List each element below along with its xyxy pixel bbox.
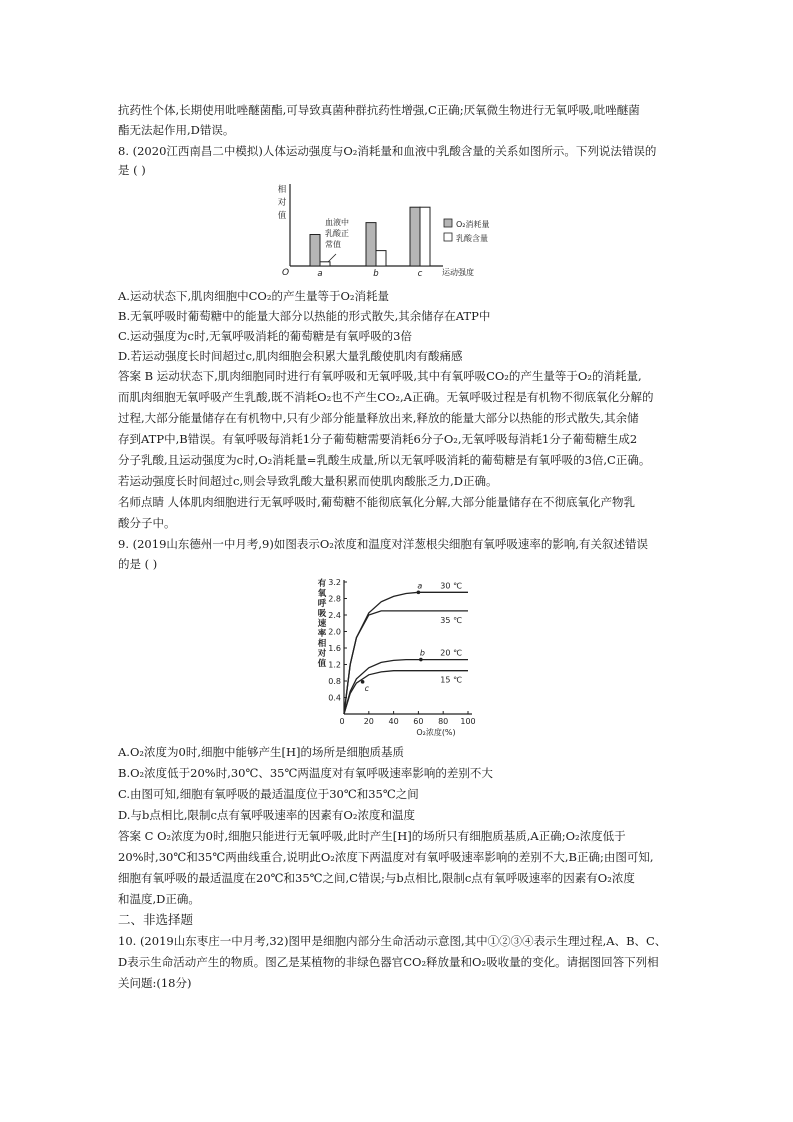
legend-swatch bbox=[444, 219, 452, 227]
teacher-note: 酸分子中。 bbox=[118, 516, 176, 530]
option-d: D.若运动强度长时间超过c,肌肉细胞会积累大量乳酸使肌肉有酸痛感 bbox=[118, 349, 463, 363]
annotation-text: 常值 bbox=[325, 240, 341, 249]
answer-line: 细胞有氧呼吸的最适温度在20℃和35℃之间,C错误;与b点相比,限制c点有氧呼吸速率的因素有O₂浓度 bbox=[118, 871, 635, 885]
point-label: a bbox=[417, 581, 423, 591]
x-tick-label: 20 bbox=[363, 717, 374, 726]
answer-line: 和温度,D正确。 bbox=[118, 892, 200, 906]
paragraph-line: 酯无法起作用,D错误。 bbox=[118, 123, 235, 137]
answer-line: 答案 C O₂浓度为0时,细胞只能进行无氧呼吸,此时产生[H]的场所只有细胞质基质,A正确;O₂浓度低于 bbox=[118, 829, 626, 843]
answer-line: 存到ATP中,B错误。有氧呼吸每消耗1分子葡萄糖需要消耗6分子O₂,无氧呼吸每消耗1分子葡萄糖生成2 bbox=[118, 432, 638, 446]
y-axis-label-char: 呼 bbox=[317, 599, 327, 609]
section-heading: 二、非选择题 bbox=[118, 912, 194, 927]
x-axis-label: 运动强度 bbox=[442, 268, 474, 277]
y-tick-label: 1.6 bbox=[328, 644, 341, 653]
x-tick-label: 40 bbox=[388, 717, 399, 726]
annotation-pointer bbox=[328, 254, 336, 262]
series-label: 15 ℃ bbox=[440, 675, 462, 685]
bar-a-o2 bbox=[310, 235, 320, 267]
y-tick-label: 0.8 bbox=[328, 677, 341, 686]
question-10-stem: D表示生命活动产生的物质。图乙是某植物的非绿色器官CO₂释放量和O₂吸收量的变化。请据图回答下列相 bbox=[118, 955, 659, 969]
bar-b-o2 bbox=[366, 223, 376, 266]
y-axis-label: 相 bbox=[277, 185, 287, 195]
teacher-note: 名师点睛 人体肌肉细胞进行无氧呼吸时,葡萄糖不能彻底氧化分解,大部分能量储存在不彻底氧化产物乳 bbox=[118, 495, 635, 509]
answer-line: 答案 B 运动状态下,肌肉细胞同时进行有氧呼吸和无氧呼吸,其中有氧呼吸CO₂的产生量等于O₂的消耗量, bbox=[118, 369, 642, 383]
annotation-text: 血液中 bbox=[325, 218, 349, 227]
x-axis-label: O₂浓度(%) bbox=[416, 728, 456, 737]
bar-c-lactate bbox=[420, 207, 430, 266]
series-line bbox=[344, 660, 468, 714]
answer-line: 若运动强度长时间超过c,则会导致乳酸大量积累而使肌肉酸胀乏力,D正确。 bbox=[118, 474, 498, 488]
point-label: b bbox=[419, 648, 425, 658]
series-line bbox=[344, 611, 468, 714]
x-tick-label: a bbox=[317, 269, 323, 279]
series-label: 35 ℃ bbox=[440, 615, 462, 625]
y-axis-label-char: 对 bbox=[317, 649, 327, 659]
y-axis-label-char: 速 bbox=[317, 619, 327, 629]
point-b bbox=[419, 658, 423, 662]
question-10-stem: 关问题:(18分) bbox=[118, 976, 192, 990]
y-axis-label: 值 bbox=[277, 211, 287, 221]
option-b: B.无氧呼吸时葡萄糖中的能量大部分以热能的形式散失,其余储存在ATP中 bbox=[118, 309, 491, 323]
y-axis-label-char: 相 bbox=[317, 639, 327, 649]
legend-swatch bbox=[444, 233, 452, 241]
legend-label: O₂消耗量 bbox=[456, 220, 490, 229]
paragraph-line: 抗药性个体,长期使用吡唑醚菌酯,可导致真菌种群抗药性增强,C正确;厌氧微生物进行无氧呼吸,吡唑醚菌 bbox=[118, 103, 640, 117]
answer-line: 20%时,30℃和35℃两曲线重合,说明此O₂浓度下两温度对有氧呼吸速率影响的差别不大,B正确;由图可知, bbox=[118, 850, 654, 864]
question-9-stem: 9. (2019山东德州一中月考,9)如图表示O₂浓度和温度对洋葱根尖细胞有氧呼吸速率的影响,有关叙述错误 bbox=[118, 537, 649, 551]
y-axis-label-char: 氧 bbox=[317, 589, 327, 599]
y-axis-label-char: 值 bbox=[317, 659, 327, 669]
answer-line: 分子乳酸,且运动强度为c时,O₂消耗量=乳酸生成量,所以无氧呼吸消耗的葡萄糖是有氧呼吸的3倍,C正确。 bbox=[118, 453, 651, 467]
bar-c-o2 bbox=[410, 207, 420, 266]
bar-a-lactate bbox=[320, 262, 330, 266]
option-a: A.O₂浓度为0时,细胞中能够产生[H]的场所是细胞质基质 bbox=[118, 745, 404, 759]
y-tick-label: 3.2 bbox=[328, 578, 341, 587]
y-tick-label: 1.2 bbox=[328, 660, 341, 670]
answer-line: 而肌肉细胞无氧呼吸产生乳酸,既不消耗O₂也不产生CO₂,A正确。无氧呼吸过程是有机物不彻底氧化分解的 bbox=[118, 390, 654, 404]
chart-o2-respiration bbox=[300, 572, 490, 738]
origin-label: O bbox=[282, 268, 290, 278]
series-label: 30 ℃ bbox=[440, 581, 462, 591]
question-9-stem: 的是 ( ) bbox=[118, 557, 158, 571]
bar-b-lactate bbox=[376, 251, 386, 266]
annotation-text: 乳酸正 bbox=[325, 229, 349, 238]
answer-line: 过程,大部分能量储存在有机物中,只有少部分能量释放出来,释放的能量大部分以热能的形式散失,其余储 bbox=[118, 411, 639, 425]
question-10-stem: 10. (2019山东枣庄一中月考,32)图甲是细胞内部分生命活动示意图,其中①②③④表示生理过程,A、B、C、 bbox=[118, 934, 667, 948]
y-axis-label-char: 吸 bbox=[317, 609, 327, 619]
y-axis-label-char: 有 bbox=[317, 579, 327, 589]
y-tick-label: 2.8 bbox=[328, 594, 341, 604]
y-axis-label: 对 bbox=[277, 198, 287, 208]
legend-label: 乳酸含量 bbox=[456, 234, 488, 243]
question-8-stem: 8. (2020江西南昌二中模拟)人体运动强度与O₂消耗量和血液中乳酸含量的关系如图所示。下列说法错误的 bbox=[118, 144, 657, 158]
option-a: A.运动状态下,肌肉细胞中CO₂的产生量等于O₂消耗量 bbox=[118, 289, 389, 303]
option-d: D.与b点相比,限制c点有氧呼吸速率的因素有O₂浓度和温度 bbox=[118, 808, 415, 822]
option-c: C.运动强度为c时,无氧呼吸消耗的葡萄糖是有氧呼吸的3倍 bbox=[118, 329, 412, 343]
origin-label: 0 bbox=[339, 717, 345, 726]
y-tick-label: 2.4 bbox=[328, 611, 341, 620]
x-tick-label: b bbox=[373, 269, 379, 279]
x-tick-label: 100 bbox=[460, 717, 476, 726]
option-b: B.O₂浓度低于20%时,30℃、35℃两温度对有氧呼吸速率影响的差别不大 bbox=[118, 766, 493, 780]
x-tick-label: 60 bbox=[413, 717, 424, 726]
x-tick-label: 80 bbox=[438, 717, 449, 726]
point-label: c bbox=[364, 683, 370, 693]
y-axis-label-char: 率 bbox=[317, 629, 327, 639]
option-c: C.由图可知,细胞有氧呼吸的最适温度位于30℃和35℃之间 bbox=[118, 787, 419, 801]
question-8-stem: 是 ( ) bbox=[118, 163, 146, 177]
y-tick-label: 2.0 bbox=[328, 627, 341, 637]
series-label: 20 ℃ bbox=[440, 648, 462, 658]
chart-exercise-intensity bbox=[268, 178, 518, 280]
point-a bbox=[417, 591, 421, 595]
x-tick-label: c bbox=[417, 269, 423, 279]
y-tick-label: 0.4 bbox=[328, 693, 341, 703]
